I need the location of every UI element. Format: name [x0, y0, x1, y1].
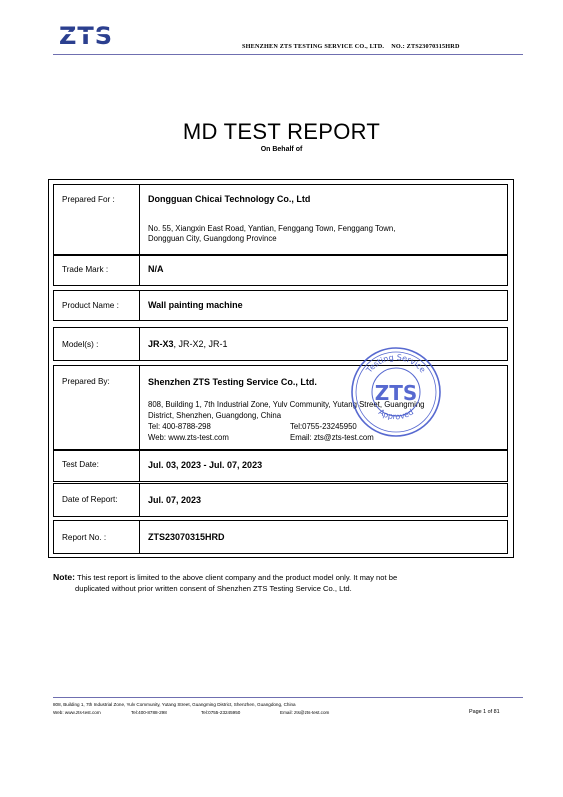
row-trade-mark [53, 255, 508, 286]
header-company-line [242, 43, 460, 50]
prepared-by-address-2: District, Shenzhen, Guangdong, China [148, 411, 282, 420]
header-report-no-label: NO.: [391, 43, 405, 50]
logo-text: ZTS [59, 22, 114, 50]
trade-mark-label: Trade Mark : [62, 265, 109, 274]
footer-web: Web: www.zts-test.com [53, 710, 101, 715]
header-company: SHENZHEN ZTS TESTING SERVICE CO., LTD. [242, 43, 385, 50]
footer-address: 808, Building 1, 7th Industrial Zone, Yulv Community, Yutang Street, Guangming District, Shenzhen, Guangdong, China [53, 702, 296, 707]
note-label: Note: [53, 572, 75, 582]
prepared-by-name: Shenzhen ZTS Testing Service Co., Ltd. [148, 377, 317, 387]
report-no-label: Report No. : [62, 533, 107, 542]
approval-stamp [350, 346, 442, 438]
product-name-label: Product Name : [62, 301, 119, 310]
note-block [53, 572, 397, 594]
row-product-name [53, 290, 508, 321]
stamp-center-text: ZTS [374, 381, 418, 405]
prepared-for-address-1: No. 55, Xiangxin East Road, Yantian, Fenggang Town, Fenggang Town, [148, 224, 396, 233]
note-line-1: This test report is limited to the above client company and the product model only. It may not be [74, 573, 398, 582]
models-others: , JR-X2, JR-1 [173, 339, 228, 349]
page-title: MD TEST REPORT [182, 119, 381, 144]
row-test-date [53, 450, 508, 482]
svg-text:Testing Service [364, 353, 427, 375]
page-subtitle: On Behalf of [260, 146, 303, 153]
note-line-2: duplicated without prior written consent of Shenzhen ZTS Testing Service Co., Ltd. [75, 584, 352, 593]
stamp-bottom-text: Approved [376, 407, 416, 422]
row-date-of-report [53, 483, 508, 517]
footer-page-number: Page 1 of 81 [469, 709, 500, 715]
date-of-report-value: Jul. 07, 2023 [148, 495, 202, 505]
footer-email: Email: zts@zts-test.com [280, 710, 330, 715]
svg-text:Approved [377, 407, 415, 421]
test-date-value: Jul. 03, 2023 - Jul. 07, 2023 [148, 460, 263, 470]
row-prepared-for [53, 184, 508, 255]
report-no-value: ZTS23070315HRD [148, 532, 225, 542]
product-name-value: Wall painting machine [148, 300, 243, 310]
stamp-top-text: Testing Service [364, 352, 428, 375]
footer-tel2: Tel:0755-23245950 [201, 710, 241, 715]
prepared-for-name: Dongguan Chicai Technology Co., Ltd [148, 194, 311, 204]
models-primary: JR-X3 [148, 339, 174, 349]
models-value [148, 339, 228, 349]
footer-rule [53, 697, 523, 698]
footer-tel: Tel:400-8788-298 [131, 710, 167, 715]
header-report-no: ZTS23070315HRD [406, 43, 460, 50]
header-rule [53, 54, 523, 55]
prepared-for-label: Prepared For : [62, 195, 115, 204]
date-of-report-label: Date of Report: [62, 495, 118, 504]
prepared-by-label: Prepared By: [62, 377, 110, 386]
row-report-no [53, 520, 508, 554]
trade-mark-value: N/A [148, 264, 164, 274]
test-date-label: Test Date: [62, 460, 99, 469]
prepared-by-tel: Tel: 400-8788-298 [148, 422, 211, 431]
models-label: Model(s) : [62, 340, 99, 349]
prepared-by-email: Email: zts@zts-test.com [290, 433, 374, 442]
zts-logo [57, 20, 117, 54]
prepared-for-address-2: Dongguan City, Guangdong Province [148, 234, 277, 243]
prepared-by-web: Web: www.zts-test.com [148, 433, 229, 442]
prepared-by-tel2: Tel:0755-23245950 [290, 422, 357, 431]
prepared-by-address-1: 808, Building 1, 7th Industrial Zone, Yulv Community, Yutang Street, Guangming [148, 400, 425, 409]
